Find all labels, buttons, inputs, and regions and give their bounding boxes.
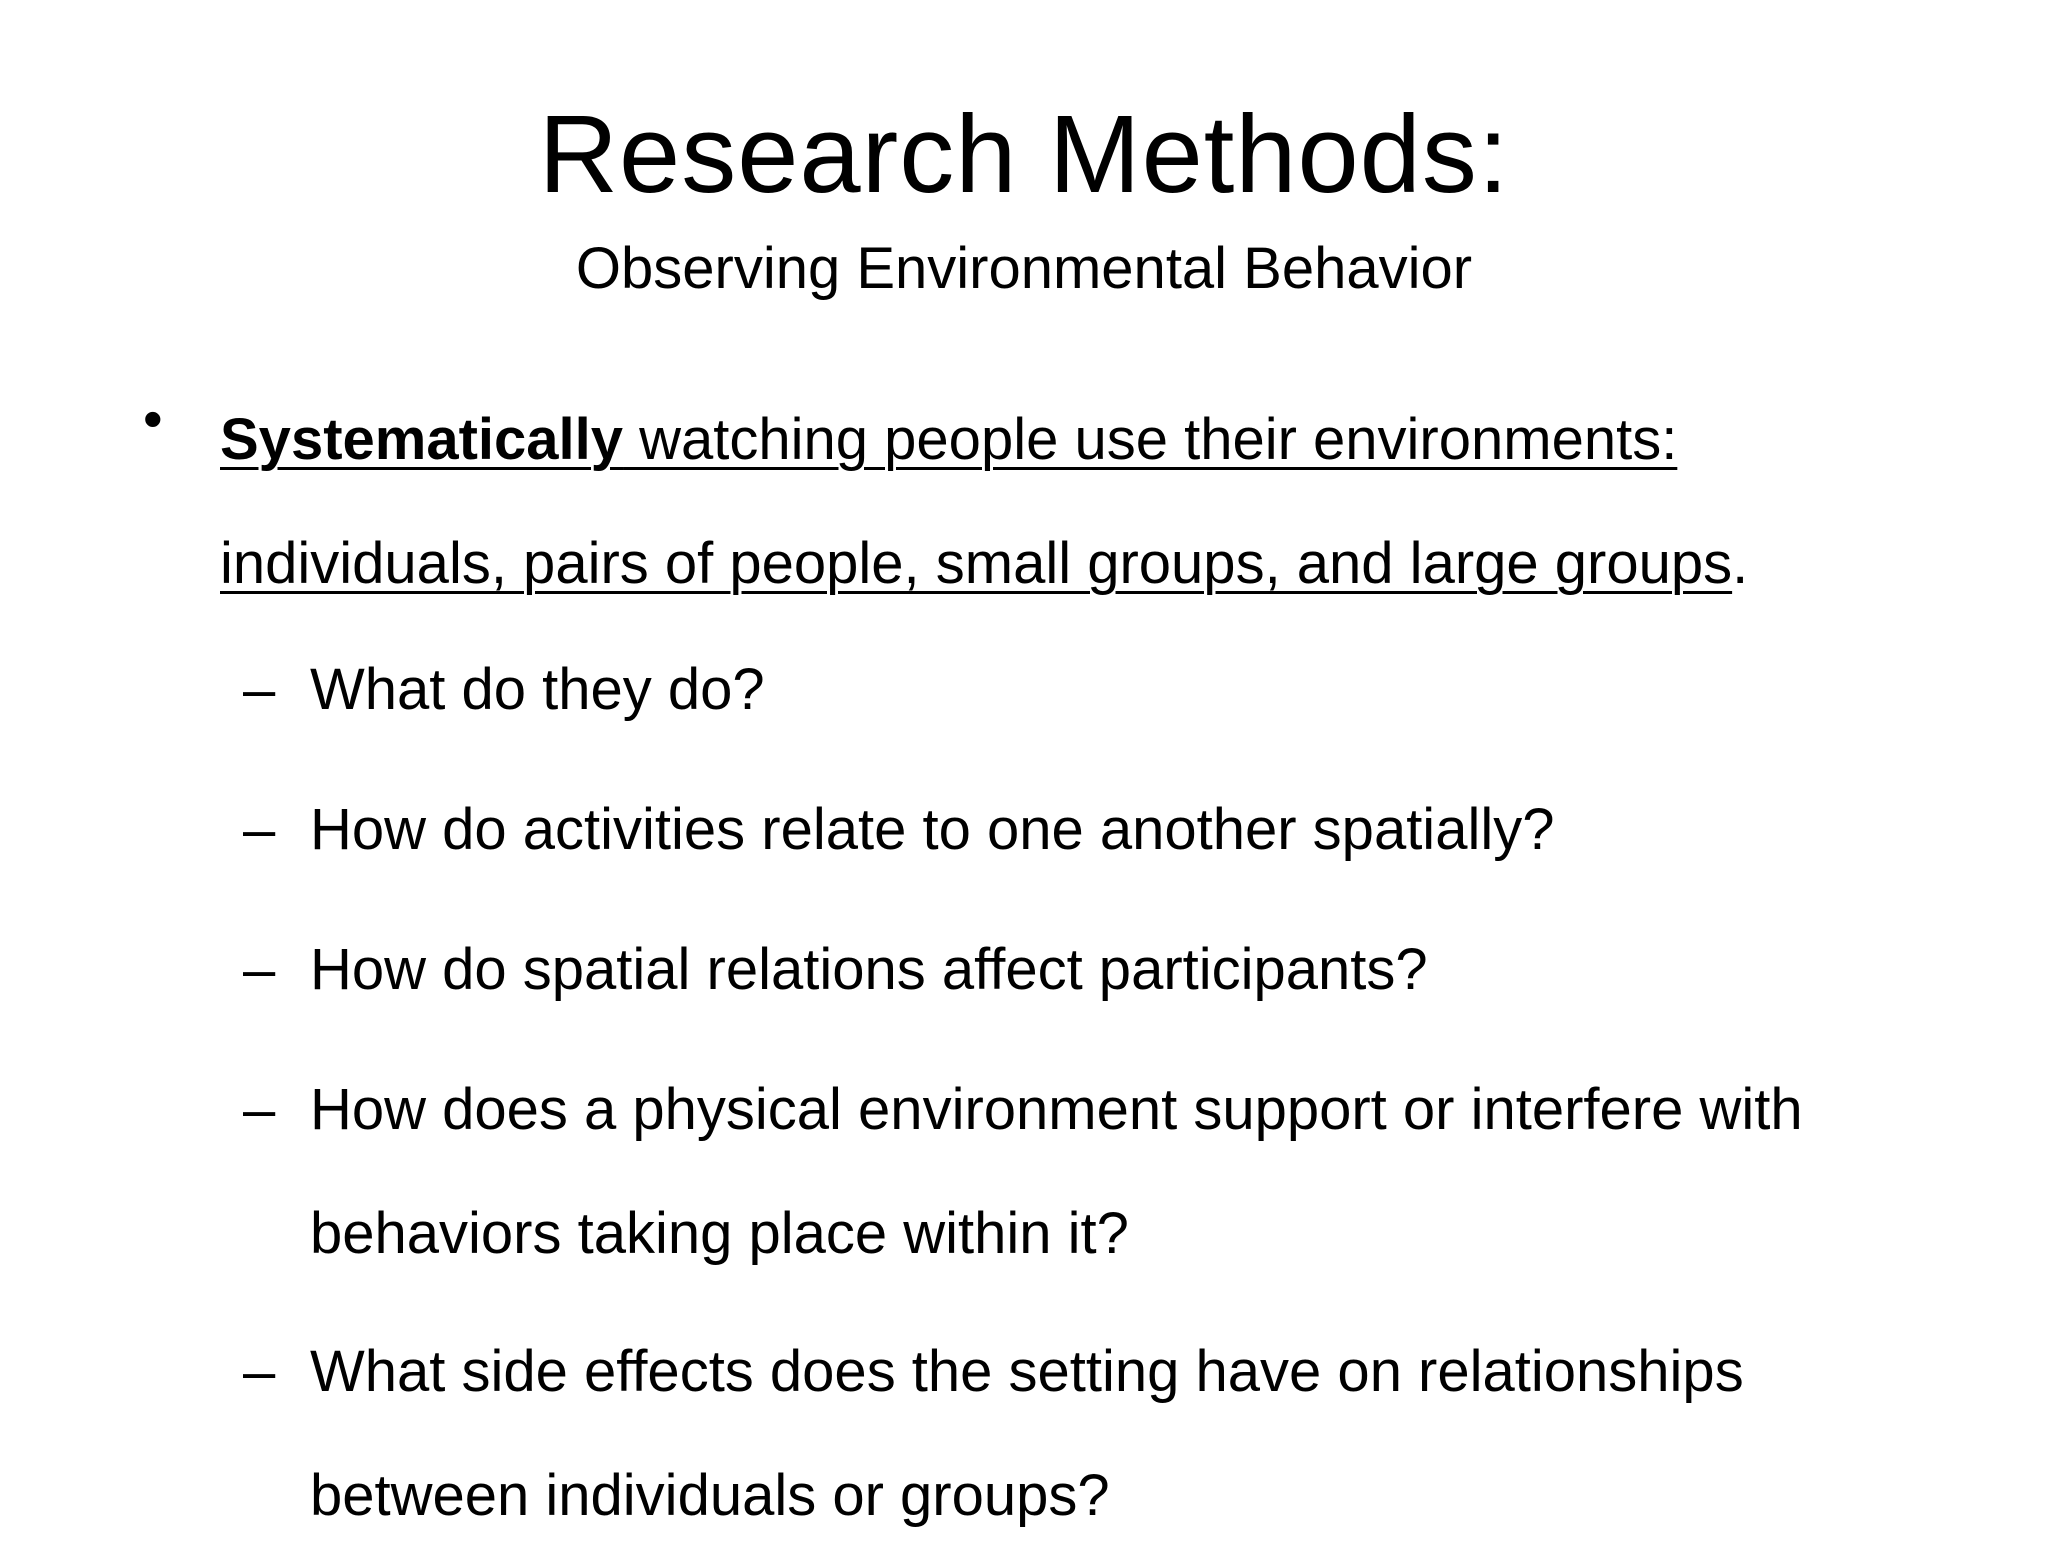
bullet-period: . — [1732, 531, 1749, 596]
dash-marker: – — [243, 797, 276, 862]
subpoint-text: How does a physical environment support or interfere with behaviors taking place within it? — [310, 1077, 1803, 1266]
subpoint-text: How do activities relate to one another spatially? — [310, 797, 1555, 862]
subpoint-text: What do they do? — [310, 657, 765, 722]
main-bullet — [220, 378, 1920, 626]
slide-title: Research Methods: — [538, 93, 1510, 216]
subpoint-text: How do spatial relations affect participants? — [310, 937, 1428, 1002]
underlined-rest: watching people use their environments: individuals, pairs of people, small groups, and large groups — [220, 407, 1733, 596]
bold-lead-word: Systematically — [220, 407, 624, 472]
dash-marker: – — [243, 1077, 276, 1142]
dash-marker: – — [243, 937, 276, 1002]
dash-marker: – — [243, 657, 276, 722]
bullet-marker: • — [143, 387, 163, 450]
slide-subtitle: Observing Environmental Behavior — [575, 236, 1473, 301]
subpoint-text: What side effects does the setting have on relationships between individuals or groups? — [310, 1339, 1744, 1528]
dash-marker: – — [243, 1339, 276, 1404]
underlined-phrase — [220, 407, 1732, 596]
